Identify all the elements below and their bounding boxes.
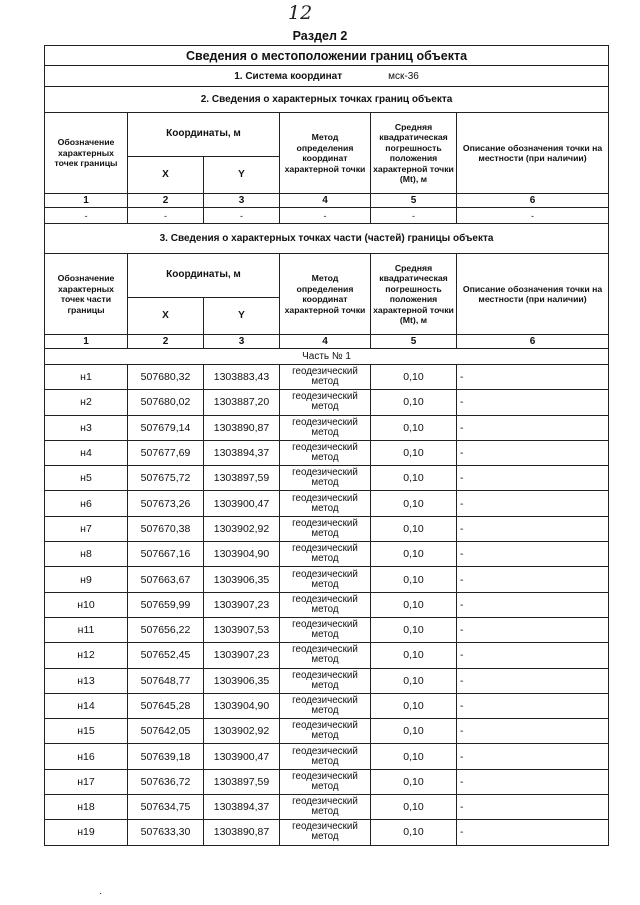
description-cell: - xyxy=(457,643,609,668)
part-label: Часть № 1 xyxy=(45,349,609,365)
table-row xyxy=(45,390,609,415)
point-cell: н4 xyxy=(45,440,128,465)
col-number: 1 xyxy=(45,194,128,208)
method-cell: геодезический метод xyxy=(280,415,371,440)
table-row xyxy=(45,516,609,541)
col-number: 6 xyxy=(457,335,609,349)
point-cell: н11 xyxy=(45,617,128,642)
error-cell: 0,10 xyxy=(371,365,457,390)
y-cell: 1303883,43 xyxy=(204,365,280,390)
method-cell: геодезический метод xyxy=(280,668,371,693)
col-number: 2 xyxy=(128,335,204,349)
method-cell: геодезический метод xyxy=(280,491,371,516)
description-cell: - xyxy=(457,365,609,390)
table-row xyxy=(45,365,609,390)
header-method: Метод определения координат характерной точки xyxy=(280,254,371,335)
point-cell: н1 xyxy=(45,365,128,390)
y-cell: 1303897,59 xyxy=(204,769,280,794)
y-cell: 1303897,59 xyxy=(204,466,280,491)
description-cell: - xyxy=(457,567,609,592)
col-number: 4 xyxy=(280,194,371,208)
table-row xyxy=(45,415,609,440)
coord-system-row xyxy=(45,66,609,87)
y-cell: 1303902,92 xyxy=(204,516,280,541)
x-cell: 507639,18 xyxy=(128,744,204,769)
table-row xyxy=(45,617,609,642)
y-cell: 1303894,37 xyxy=(204,795,280,820)
error-cell: 0,10 xyxy=(371,769,457,794)
table-title-row xyxy=(45,46,609,66)
description-cell: - xyxy=(457,820,609,845)
method-cell: геодезический метод xyxy=(280,516,371,541)
point-cell: н14 xyxy=(45,693,128,718)
empty-cell: - xyxy=(371,208,457,224)
method-cell: геодезический метод xyxy=(280,365,371,390)
col-number: 5 xyxy=(371,335,457,349)
section2-title-row xyxy=(45,87,609,113)
coord-system-cell xyxy=(45,66,609,87)
table-row xyxy=(45,795,609,820)
error-cell: 0,10 xyxy=(371,440,457,465)
error-cell: 0,10 xyxy=(371,567,457,592)
y-cell: 1303902,92 xyxy=(204,719,280,744)
description-cell: - xyxy=(457,466,609,491)
header-coords: Координаты, м xyxy=(128,113,280,157)
part-label-row xyxy=(45,349,609,365)
y-cell: 1303906,35 xyxy=(204,567,280,592)
col-number: 5 xyxy=(371,194,457,208)
point-cell: н2 xyxy=(45,390,128,415)
empty-cell: - xyxy=(128,208,204,224)
section3-header-row xyxy=(45,254,609,298)
boundary-table xyxy=(44,45,609,846)
header-y: Y xyxy=(204,298,280,335)
error-cell: 0,10 xyxy=(371,491,457,516)
section3-title-row xyxy=(45,224,609,254)
method-cell: геодезический метод xyxy=(280,542,371,567)
col-number: 3 xyxy=(204,194,280,208)
header-x: X xyxy=(128,298,204,335)
error-cell: 0,10 xyxy=(371,466,457,491)
table-row xyxy=(45,440,609,465)
header-y: Y xyxy=(204,157,280,194)
point-cell: н15 xyxy=(45,719,128,744)
error-cell: 0,10 xyxy=(371,516,457,541)
coord-system-value: мск-36 xyxy=(388,70,419,82)
method-cell: геодезический метод xyxy=(280,643,371,668)
error-cell: 0,10 xyxy=(371,693,457,718)
point-cell: н9 xyxy=(45,567,128,592)
page-number: 12 xyxy=(288,2,313,24)
method-cell: геодезический метод xyxy=(280,820,371,845)
empty-cell: - xyxy=(457,208,609,224)
description-cell: - xyxy=(457,744,609,769)
description-cell: - xyxy=(457,491,609,516)
method-cell: геодезический метод xyxy=(280,719,371,744)
method-cell: геодезический метод xyxy=(280,567,371,592)
header-method: Метод определения координат характерной точки xyxy=(280,113,371,194)
x-cell: 507652,45 xyxy=(128,643,204,668)
scan-speck: · xyxy=(99,888,103,899)
x-cell: 507645,28 xyxy=(128,693,204,718)
x-cell: 507680,02 xyxy=(128,390,204,415)
header-designation: Обозначение характерных точек части границы xyxy=(45,254,128,335)
description-cell: - xyxy=(457,440,609,465)
table-row xyxy=(45,592,609,617)
x-cell: 507636,72 xyxy=(128,769,204,794)
y-cell: 1303907,23 xyxy=(204,592,280,617)
col-number: 4 xyxy=(280,335,371,349)
error-cell: 0,10 xyxy=(371,415,457,440)
error-cell: 0,10 xyxy=(371,719,457,744)
section2-empty-row xyxy=(45,208,609,224)
x-cell: 507673,26 xyxy=(128,491,204,516)
table-row xyxy=(45,719,609,744)
empty-cell: - xyxy=(280,208,371,224)
y-cell: 1303887,20 xyxy=(204,390,280,415)
table-row xyxy=(45,769,609,794)
y-cell: 1303904,90 xyxy=(204,542,280,567)
x-cell: 507656,22 xyxy=(128,617,204,642)
section3-title: 3. Сведения о характерных точках части (частей) границы объекта xyxy=(45,224,609,254)
method-cell: геодезический метод xyxy=(280,617,371,642)
col-number: 1 xyxy=(45,335,128,349)
x-cell: 507675,72 xyxy=(128,466,204,491)
point-cell: н16 xyxy=(45,744,128,769)
y-cell: 1303904,90 xyxy=(204,693,280,718)
table-row xyxy=(45,643,609,668)
x-cell: 507680,32 xyxy=(128,365,204,390)
error-cell: 0,10 xyxy=(371,643,457,668)
x-cell: 507642,05 xyxy=(128,719,204,744)
method-cell: геодезический метод xyxy=(280,466,371,491)
header-designation: Обозначение характерных точек границы xyxy=(45,113,128,194)
header-error: Средняя квадратическая погрешность положения характерной точки (Mt), м xyxy=(371,113,457,194)
error-cell: 0,10 xyxy=(371,795,457,820)
header-description: Описание обозначения точки на местности (при наличии) xyxy=(457,113,609,194)
header-x: X xyxy=(128,157,204,194)
description-cell: - xyxy=(457,415,609,440)
x-cell: 507659,99 xyxy=(128,592,204,617)
description-cell: - xyxy=(457,516,609,541)
x-cell: 507667,16 xyxy=(128,542,204,567)
x-cell: 507634,75 xyxy=(128,795,204,820)
description-cell: - xyxy=(457,769,609,794)
method-cell: геодезический метод xyxy=(280,592,371,617)
x-cell: 507679,14 xyxy=(128,415,204,440)
x-cell: 507670,38 xyxy=(128,516,204,541)
table-title: Сведения о местоположении границ объекта xyxy=(45,46,609,66)
section2-title: 2. Сведения о характерных точках границ объекта xyxy=(45,87,609,113)
table-row xyxy=(45,491,609,516)
point-cell: н7 xyxy=(45,516,128,541)
method-cell: геодезический метод xyxy=(280,769,371,794)
description-cell: - xyxy=(457,617,609,642)
method-cell: геодезический метод xyxy=(280,795,371,820)
header-error: Средняя квадратическая погрешность положения характерной точки (Mt), м xyxy=(371,254,457,335)
description-cell: - xyxy=(457,693,609,718)
method-cell: геодезический метод xyxy=(280,440,371,465)
y-cell: 1303906,35 xyxy=(204,668,280,693)
point-cell: н17 xyxy=(45,769,128,794)
section-title: Раздел 2 xyxy=(292,29,348,43)
table-row xyxy=(45,668,609,693)
y-cell: 1303907,53 xyxy=(204,617,280,642)
point-cell: н13 xyxy=(45,668,128,693)
col-number: 2 xyxy=(128,194,204,208)
point-cell: н3 xyxy=(45,415,128,440)
method-cell: геодезический метод xyxy=(280,390,371,415)
description-cell: - xyxy=(457,592,609,617)
x-cell: 507633,30 xyxy=(128,820,204,845)
error-cell: 0,10 xyxy=(371,390,457,415)
table-row xyxy=(45,820,609,845)
empty-cell: - xyxy=(204,208,280,224)
y-cell: 1303894,37 xyxy=(204,440,280,465)
x-cell: 507648,77 xyxy=(128,668,204,693)
section2-header-row xyxy=(45,113,609,157)
col-number: 6 xyxy=(457,194,609,208)
y-cell: 1303900,47 xyxy=(204,491,280,516)
x-cell: 507663,67 xyxy=(128,567,204,592)
empty-cell: - xyxy=(45,208,128,224)
description-cell: - xyxy=(457,795,609,820)
table-row xyxy=(45,466,609,491)
coord-system-label: 1. Система координат xyxy=(234,70,343,82)
description-cell: - xyxy=(457,542,609,567)
method-cell: геодезический метод xyxy=(280,693,371,718)
description-cell: - xyxy=(457,390,609,415)
y-cell: 1303907,23 xyxy=(204,643,280,668)
error-cell: 0,10 xyxy=(371,592,457,617)
point-cell: н18 xyxy=(45,795,128,820)
x-cell: 507677,69 xyxy=(128,440,204,465)
method-cell: геодезический метод xyxy=(280,744,371,769)
point-cell: н6 xyxy=(45,491,128,516)
point-cell: н12 xyxy=(45,643,128,668)
error-cell: 0,10 xyxy=(371,820,457,845)
table-row xyxy=(45,542,609,567)
table-row xyxy=(45,567,609,592)
point-cell: н10 xyxy=(45,592,128,617)
section2-number-row xyxy=(45,194,609,208)
col-number: 3 xyxy=(204,335,280,349)
y-cell: 1303890,87 xyxy=(204,415,280,440)
description-cell: - xyxy=(457,719,609,744)
error-cell: 0,10 xyxy=(371,542,457,567)
table-row xyxy=(45,744,609,769)
error-cell: 0,10 xyxy=(371,617,457,642)
y-cell: 1303900,47 xyxy=(204,744,280,769)
error-cell: 0,10 xyxy=(371,744,457,769)
point-cell: н19 xyxy=(45,820,128,845)
error-cell: 0,10 xyxy=(371,668,457,693)
header-description: Описание обозначения точки на местности (при наличии) xyxy=(457,254,609,335)
section3-number-row xyxy=(45,335,609,349)
y-cell: 1303890,87 xyxy=(204,820,280,845)
description-cell: - xyxy=(457,668,609,693)
point-cell: н8 xyxy=(45,542,128,567)
header-coords: Координаты, м xyxy=(128,254,280,298)
table-row xyxy=(45,693,609,718)
point-cell: н5 xyxy=(45,466,128,491)
